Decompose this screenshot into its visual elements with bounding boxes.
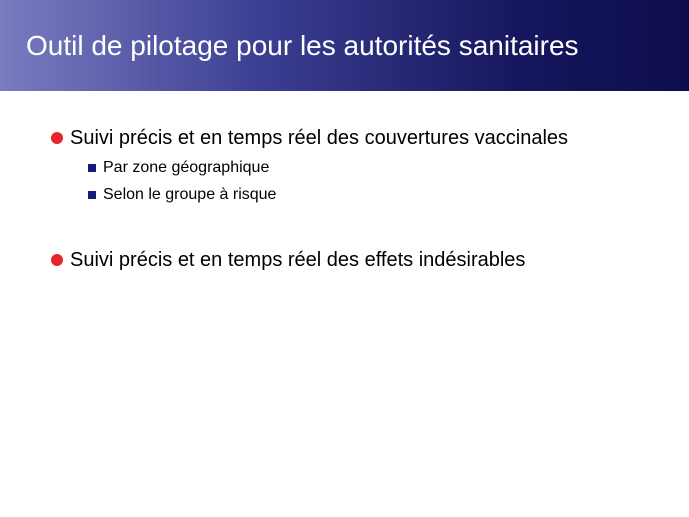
navy-square-icon [88,164,96,172]
bullet-coverage: Suivi précis et en temps réel des couvertures vaccinales [70,127,569,149]
red-dot-icon [51,132,63,144]
red-dot-icon [51,254,63,266]
bullet-adverse-effects: Suivi précis et en temps réel des effets indésirables [70,249,526,271]
slide-title: Outil de pilotage pour les autorités sanitaires [26,30,579,61]
sub-bullet-risk-group: Selon le groupe à risque [103,186,277,203]
navy-square-icon [88,191,96,199]
sub-bullet-zone: Par zone géographique [103,159,270,176]
